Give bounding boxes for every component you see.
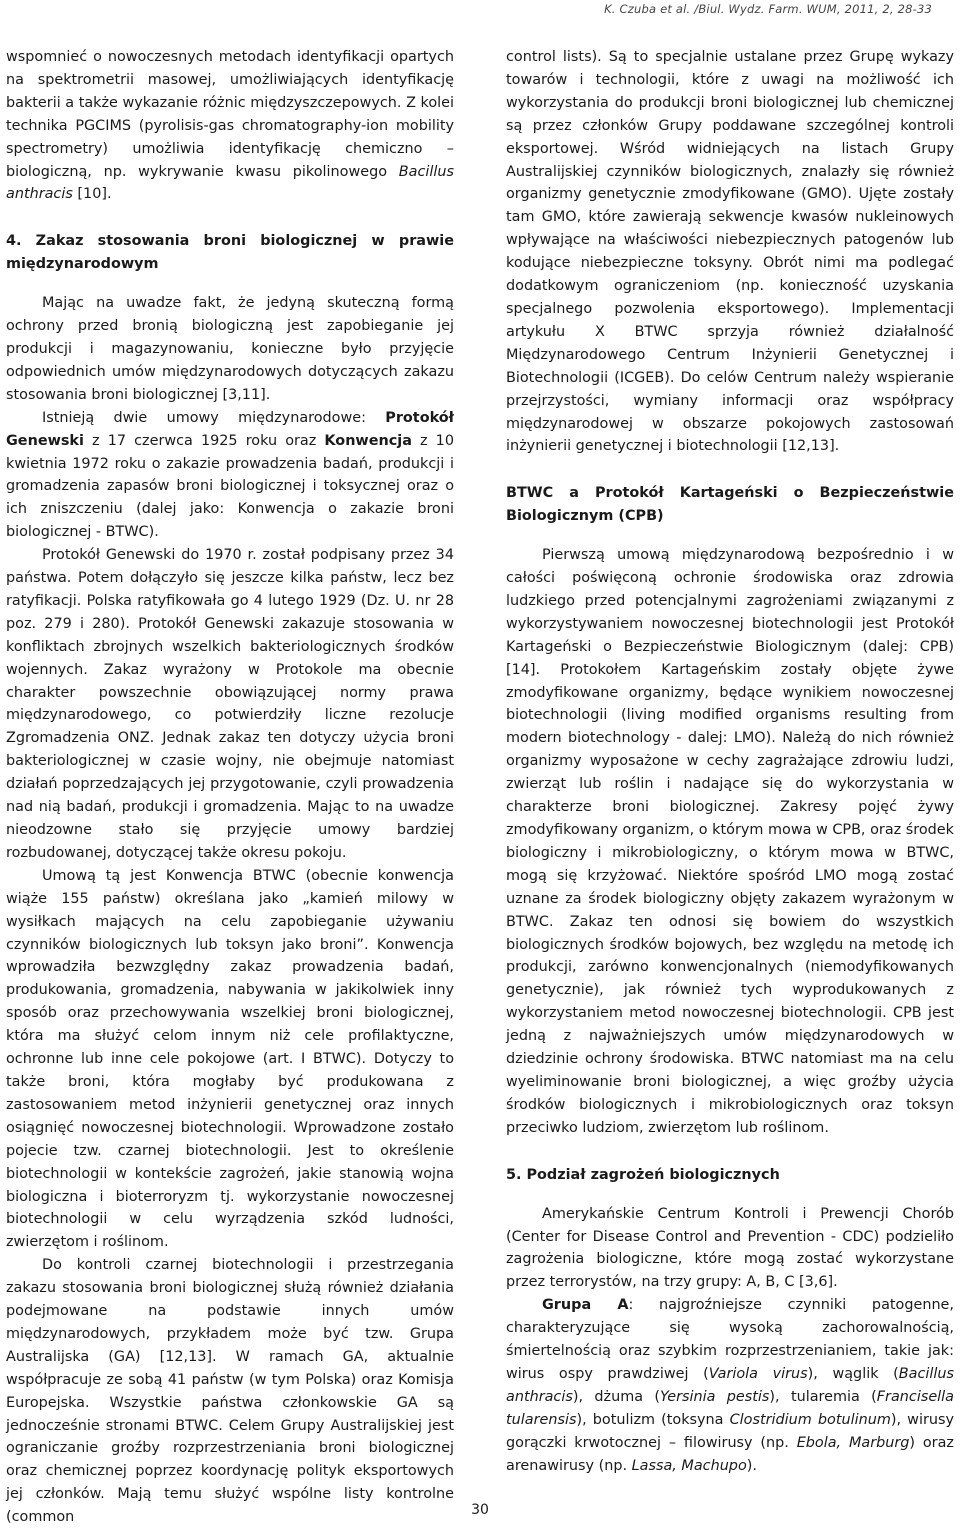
italic-term: Variola virus <box>708 1365 808 1382</box>
italic-term: Francisella tularensis <box>506 1388 954 1428</box>
text-run: wspomnieć o nowoczesnych metodach identyfikacji opartych na spektrometrii masowej, umożliwiających identyfikację bakterii a także wykazanie różnic międzyszczepowych. Z kolei technika PGCIMS (pyrolisis-gas chromatography-ion mobility spectrometry) umożliwia identyfikację chemiczno – biologiczną, np. wykrywanie kwasu pikolinowego <box>6 49 454 180</box>
paragraph <box>506 544 954 1140</box>
paragraph <box>6 865 454 1254</box>
text-run: Amerykańskie Centrum Kontroli i Prewencji Chorób (Center for Disease Control and Prevention - CDC) podzieliło zagrożenia biologiczne, które mogą zostać wykorzystane przez terrorystów, na trzy grupy: A, B, C [3,6]. <box>506 1205 954 1291</box>
text-run: ). <box>746 1457 757 1474</box>
section-heading-4: 4. Zakaz stosowania broni biologicznej w prawie międzynarodowym <box>6 233 454 273</box>
text-run: Do kontroli czarnej biotechnologii i przestrzegania zakazu stosowania broni biologicznej służą również działania podejmowane na podstawie innych umów międzynarodowych, przykładem może być tzw. Grupa Australijska (GA) [12,13]. W ramach GA, aktualnie współpracuje ze sobą 41 państw (w tym Polska) oraz Komisja Europejska. Wszystkie państwa członkowskie GA są jednocześnie stronami BTWC. Celem Grupy Australijskiej jest ograniczanie groźby rozprzestrzeniania broni biologicznej oraz chemicznej poprzez koordynację polityk eksportowych jej członków. Mają temu służyć wspólne listy kontrolne (common <box>6 1257 454 1526</box>
paragraph <box>6 1254 454 1529</box>
right-column <box>506 46 954 1477</box>
text-run: Pierwszą umową międzynarodową bezpośrednio i w całości poświęconą ochronie środowiska oraz zdrowia ludzkiego przed potencjalnymi zagrożeniami związanymi z wykorzystywaniem nowoczesnej biotechnologii jest Protokół Kartageński o Bezpieczeństwie Biologicznym (dalej: CPB) [14]. Protokołem Kartageńskim zostały objęte żywe zmodyfikowane organizmy, będące wynikiem nowoczesnej biotechnologii (living modified organisms resulting from modern biotechnology - dalej: LMO). Należą do nich również organizmy wyposażone w cechy zagrażające zdrowiu ludzi, zwierząt lub roślin i nadające się do wykorzystania w charakterze broni biologicznej. Zakresy pojęć żywy zmodyfikowany organizm, o którym mowa w CPB, oraz środek biologiczny i mikrobiologiczny, o którym mowa w BTWC, mogą się krzyżować. Niektóre spośród LMO mogą zostać uznane za środek biologiczny objęty zakazem wyrażonym w BTWC. Zakaz ten odnosi się bowiem do wszystkich biologicznych środków bojowych, bez względu na metodę ich produkcji, zarówno konwencjonalnych (niemodyfikowanych genetycznie), jak również tych wyprodukowanych z wykorzystaniem metod nowoczesnej biotechnologii. CPB jest jedną z najważniejszych umów międzynarodowych w dziedzinie ochrony środowiska. BTWC natomiast ma na celu wyeliminowanie broni biologicznej, a więc groźby użycia środków biologicznych i mikrobiologicznych oraz toksyn przeciwko ludziom, zwierzętom lub roślinom. <box>506 547 954 1136</box>
text-run: z 10 kwietnia 1972 roku o zakazie prowadzenia badań, produkcji i gromadzenia zapasów broni biologicznej i toksycznej oraz o ich zniszczeniu (dalej jako: Konwencja o zakazie broni biologicznej - BTWC). <box>6 432 454 541</box>
italic-term: Bacillus anthracis <box>6 163 454 203</box>
text-run: ), wirusy gorączki krwotocznej – filowirusy (np. <box>506 1411 954 1451</box>
bold-term: Protokół Genewski <box>6 409 454 449</box>
section-heading-btwc-cpb: BTWC a Protokół Kartageński o Bezpieczeństwie Biologicznym (CPB) <box>506 485 954 525</box>
paragraph <box>6 292 454 407</box>
bold-term: Konwencja <box>324 432 412 449</box>
paragraph <box>6 407 454 544</box>
text-run: [10]. <box>72 186 112 203</box>
text-run: z 17 czerwca 1925 roku oraz <box>83 432 325 449</box>
bold-term: Grupa A <box>542 1297 629 1314</box>
text-run: Mając na uwadze fakt, że jedyną skuteczną formą ochrony przed bronią biologiczną jest zapobieganie jej produkcji i magazynowaniu, konieczne było przyjęcie odpowiednich umów międzynarodowych dotyczących zakazu stosowania broni biologicznej [3,11]. <box>6 295 454 403</box>
paragraph <box>6 544 454 865</box>
page-number: 30 <box>471 1502 489 1518</box>
section-heading-5: 5. Podział zagrożeń biologicznych <box>506 1166 780 1183</box>
paragraph <box>506 1203 954 1295</box>
left-column <box>6 46 454 1529</box>
text-run: ), botulizm (toksyna <box>576 1411 730 1428</box>
italic-term: Clostridium botulinum <box>729 1411 891 1428</box>
italic-term: Bacillus anthracis <box>506 1365 954 1405</box>
text-run: ), dżuma ( <box>572 1388 661 1405</box>
text-run: control lists). Są to specjalnie ustalane przez Grupę wykazy towarów i technologii, które z uwagi na możliwość ich wykorzystania do produkcji broni biologicznej lub chemicznej są przez członków Grupy poddawane szczególnej kontroli eksportowej. Wśród widniejących na listach Grupy Australijskiej czynników biologicznych, znalazły się również organizmy genetycznie zmodyfikowane (GMO). Ujęte zostały tam GMO, które zawierają sekwencje kwasów nukleinowych wpływające na właściwości niebezpiecznych patogenów lub kodujące niebezpieczne toksyny. Obrót nimi ma podlegać dodatkowym ograniczeniom (np. konieczność uzyskania specjalnego pozwolenia eksportowego). Implementacji artykułu X BTWC sprzyja również działalność Międzynarodowego Centrum Inżynierii Genetycznej i Biotechnologii (ICGEB). Do celów Centrum należy wspieranie przejrzystości, wymiany informacji oraz współpracy międzynarodowej w obszarze pokojowych zastosowań inżynierii genetycznej i biotechnologii [12,13]. <box>506 49 954 455</box>
text-run: ) oraz arenawirusy (np. <box>506 1434 954 1474</box>
text-run: Istnieją dwie umowy międzynarodowe: <box>42 409 386 426</box>
text-run: ), wąglik ( <box>807 1365 899 1382</box>
italic-term: Ebola, Marburg <box>796 1434 910 1451</box>
paragraph <box>506 46 954 458</box>
text-run: Protokół Genewski do 1970 r. został podpisany przez 34 państwa. Potem dołączyło się jeszcze kilka państw, lecz bez ratyfikacji. Polska ratyfikowała go 4 lutego 1929 (Dz. U. nr 28 poz. 279 i 280). Protokół Genewski zakazuje stosowania w konfliktach zbrojnych wszelkich bakteriologicznych środków wojennych. Zakaz wyrażony w Protokole ma obecnie charakter powszechnie obowiązującej normy prawa międzynarodowego, co potwierdziły liczne rezolucje Zgromadzenia ONZ. Jednak zakaz ten dotyczy użycia broni bakteriologicznej w czasie wojny, nie obejmuje natomiast działań poprzedzających jej przygotowanie, czyli prowadzenia nad nią badań, produkcji i gromadzenia. Mając to na uwadze nieodzowne stało się przyjęcie umowy bardziej rozbudowanej, dotyczącej także okresu pokoju. <box>6 547 454 861</box>
text-run: Umową tą jest Konwencja BTWC (obecnie konwencja wiąże 155 państw) określana jako „kamień milowy w wysiłkach mających na celu zapobieganie używaniu czynników biologicznych lub toksyn jako broni”. Konwencja wprowadziła bezwzględny zakaz prowadzenia badań, produkowania, gromadzenia, nabywania w jakikolwiek inny sposób oraz przechowywania wszelkiej broni biologicznej, która ma służyć celom innym niż cele profilaktyczne, ochronne lub inne cele pokojowe (art. I BTWC). Dotyczy to także broni, która mogłaby być produkowana z zastosowaniem metod inżynierii genetycznej oraz innych osiągnięć nowoczesnej biotechnologii. Wprowadzone zostało pojecie tzw. czarnej biotechnologii. Jest to określenie biotechnologii w kontekście zagrożeń, jakie stanowią wojna biologiczna i bioterroryzm tj. wykorzystanie nowoczesnej biotechnologii w celu wyrządzenia szkód ludności, zwierzętom i roślinom. <box>6 867 454 1251</box>
italic-term: Lassa, Machupo <box>631 1457 747 1474</box>
running-head: K. Czuba et al. /Biul. Wydz. Farm. WUM, 2011, 2, 28-33 <box>604 2 932 16</box>
text-run: : najgroźniejsze czynniki patogenne, charakteryzujące się wysoką zachorowalnością, śmiertelnością oraz szybkim rozprzestrzenianiem, takie jak: wirus ospy prawdziwej ( <box>506 1297 954 1382</box>
italic-term: Yersinia pestis <box>660 1388 770 1405</box>
paragraph <box>506 1294 954 1477</box>
text-run: ), tularemia ( <box>769 1388 877 1405</box>
paragraph <box>6 46 454 206</box>
